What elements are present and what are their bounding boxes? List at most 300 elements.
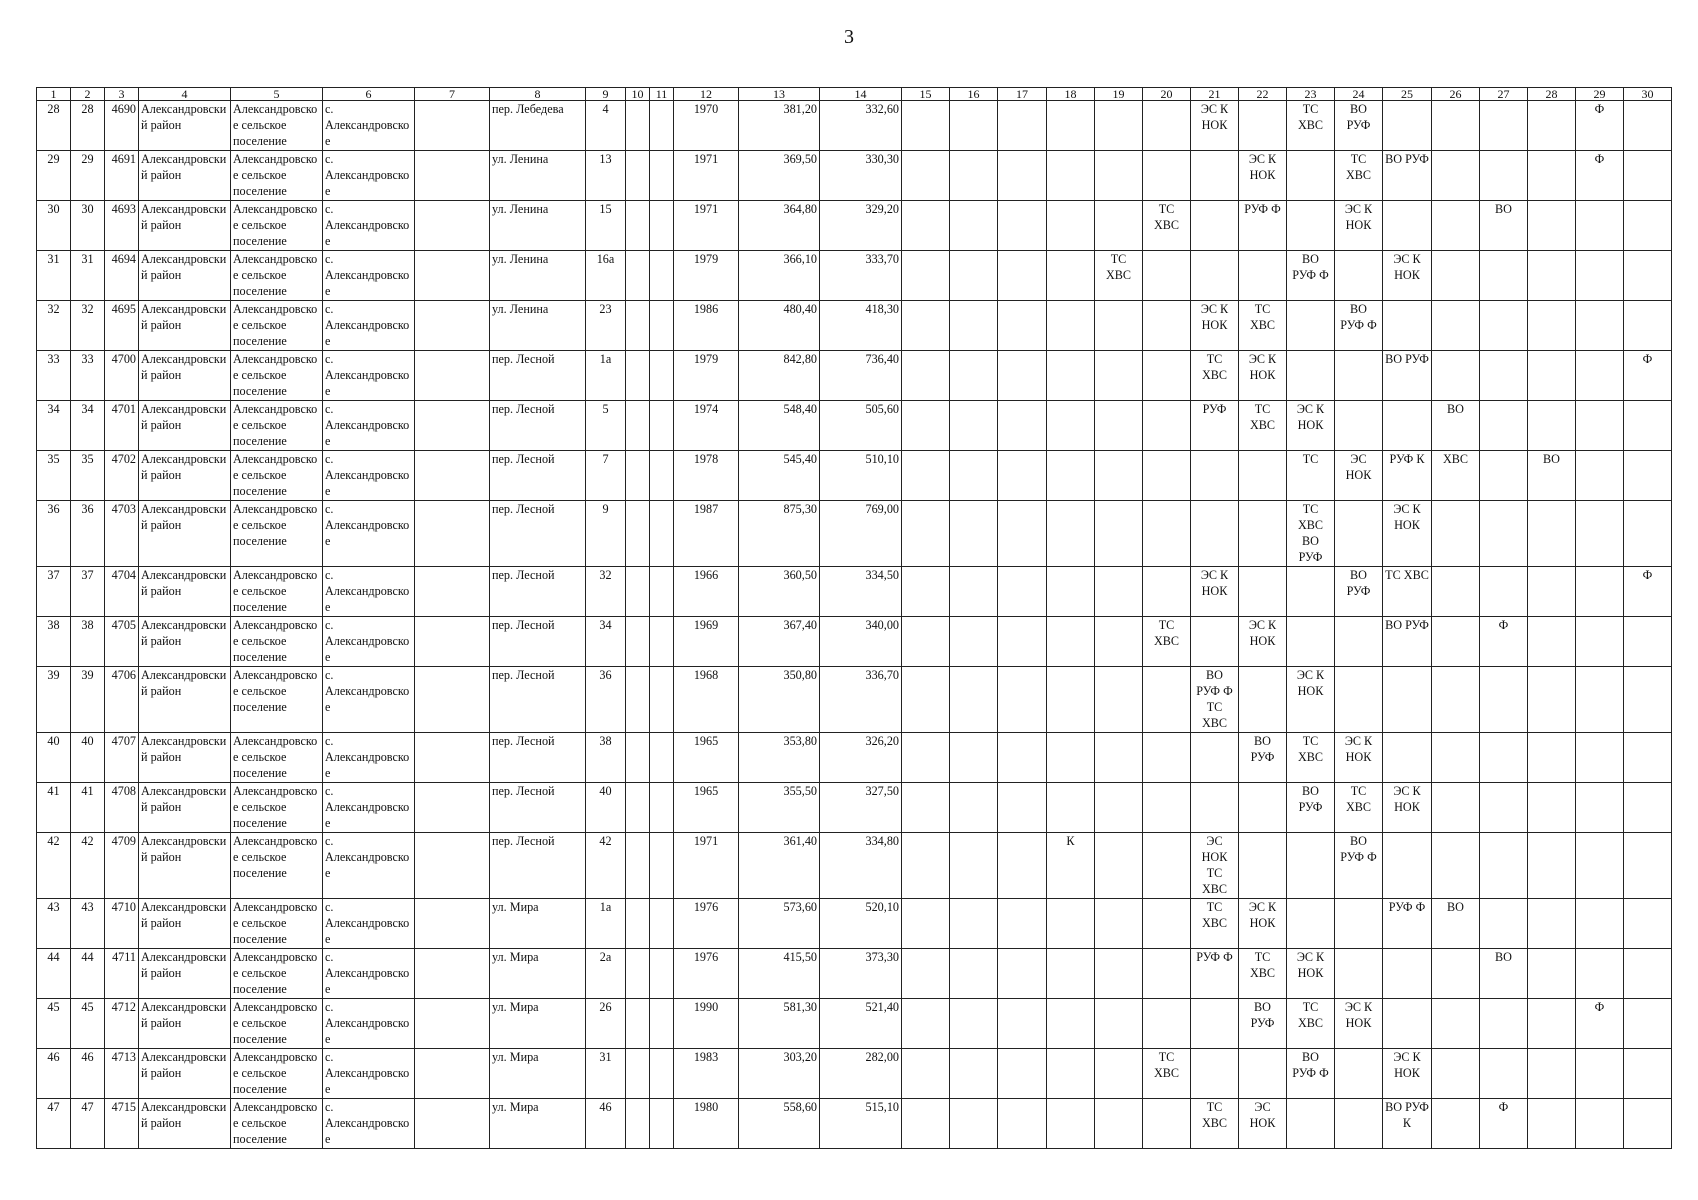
cell-col-8: пер. Лесной bbox=[490, 833, 586, 899]
cell-col-9: 9 bbox=[586, 501, 626, 567]
cell-col-24: ВО РУФ bbox=[1335, 101, 1383, 151]
cell-col-2: 30 bbox=[71, 201, 105, 251]
cell-col-17 bbox=[998, 451, 1047, 501]
cell-col-19 bbox=[1095, 949, 1143, 999]
cell-col-13: 361,40 bbox=[739, 833, 820, 899]
cell-col-28 bbox=[1528, 733, 1576, 783]
cell-col-29 bbox=[1576, 783, 1624, 833]
cell-col-6: с. Александровское bbox=[323, 617, 415, 667]
cell-col-17 bbox=[998, 899, 1047, 949]
cell-col-10 bbox=[626, 833, 650, 899]
cell-col-7 bbox=[415, 783, 490, 833]
cell-col-16 bbox=[950, 949, 998, 999]
cell-col-8: ул. Ленина bbox=[490, 201, 586, 251]
cell-col-28 bbox=[1528, 949, 1576, 999]
cell-col-4: Александровский район bbox=[139, 351, 231, 401]
cell-col-25 bbox=[1383, 201, 1432, 251]
cell-col-10 bbox=[626, 999, 650, 1049]
cell-col-12: 1966 bbox=[674, 567, 739, 617]
cell-col-28 bbox=[1528, 833, 1576, 899]
cell-col-22: ЭС НОК bbox=[1239, 1099, 1287, 1149]
cell-col-5: Александровское сельское поселение bbox=[231, 451, 323, 501]
cell-col-24 bbox=[1335, 899, 1383, 949]
registry-table bbox=[36, 87, 1672, 1149]
table-row bbox=[37, 451, 1672, 501]
cell-col-19 bbox=[1095, 733, 1143, 783]
cell-col-30 bbox=[1624, 999, 1672, 1049]
cell-col-6: с. Александровское bbox=[323, 301, 415, 351]
cell-col-19 bbox=[1095, 899, 1143, 949]
cell-col-25 bbox=[1383, 667, 1432, 733]
cell-col-22: ЭС К НОК bbox=[1239, 617, 1287, 667]
cell-col-3: 4709 bbox=[105, 833, 139, 899]
cell-col-24 bbox=[1335, 667, 1383, 733]
cell-col-30 bbox=[1624, 501, 1672, 567]
cell-col-20: ТС ХВС bbox=[1143, 201, 1191, 251]
cell-col-23 bbox=[1287, 617, 1335, 667]
cell-col-25: ВО РУФ bbox=[1383, 151, 1432, 201]
cell-col-1: 31 bbox=[37, 251, 71, 301]
cell-col-3: 4708 bbox=[105, 783, 139, 833]
cell-col-2: 38 bbox=[71, 617, 105, 667]
cell-col-11 bbox=[650, 101, 674, 151]
cell-col-18 bbox=[1047, 899, 1095, 949]
cell-col-27: ВО bbox=[1480, 949, 1528, 999]
cell-col-20 bbox=[1143, 783, 1191, 833]
column-header-5: 5 bbox=[231, 88, 323, 101]
cell-col-14: 334,50 bbox=[820, 567, 902, 617]
cell-col-3: 4710 bbox=[105, 899, 139, 949]
cell-col-22 bbox=[1239, 451, 1287, 501]
cell-col-3: 4705 bbox=[105, 617, 139, 667]
cell-col-24 bbox=[1335, 1099, 1383, 1149]
cell-col-20 bbox=[1143, 501, 1191, 567]
cell-col-12: 1979 bbox=[674, 351, 739, 401]
cell-col-7 bbox=[415, 1099, 490, 1149]
cell-col-21 bbox=[1191, 999, 1239, 1049]
cell-col-6: с. Александровское bbox=[323, 999, 415, 1049]
cell-col-13: 545,40 bbox=[739, 451, 820, 501]
cell-col-18 bbox=[1047, 783, 1095, 833]
cell-col-22 bbox=[1239, 667, 1287, 733]
cell-col-14: 333,70 bbox=[820, 251, 902, 301]
cell-col-25 bbox=[1383, 999, 1432, 1049]
cell-col-7 bbox=[415, 949, 490, 999]
cell-col-11 bbox=[650, 617, 674, 667]
cell-col-16 bbox=[950, 451, 998, 501]
cell-col-27 bbox=[1480, 567, 1528, 617]
cell-col-19 bbox=[1095, 151, 1143, 201]
cell-col-6: с. Александровское bbox=[323, 667, 415, 733]
cell-col-14: 736,40 bbox=[820, 351, 902, 401]
cell-col-20: ТС ХВС bbox=[1143, 617, 1191, 667]
cell-col-16 bbox=[950, 1099, 998, 1149]
cell-col-30 bbox=[1624, 201, 1672, 251]
cell-col-7 bbox=[415, 999, 490, 1049]
cell-col-26 bbox=[1432, 251, 1480, 301]
cell-col-8: ул. Мира bbox=[490, 999, 586, 1049]
table-row bbox=[37, 301, 1672, 351]
cell-col-10 bbox=[626, 451, 650, 501]
cell-col-5: Александровское сельское поселение bbox=[231, 617, 323, 667]
cell-col-6: с. Александровское bbox=[323, 783, 415, 833]
cell-col-11 bbox=[650, 783, 674, 833]
cell-col-30: Ф bbox=[1624, 567, 1672, 617]
cell-col-2: 36 bbox=[71, 501, 105, 567]
cell-col-20 bbox=[1143, 301, 1191, 351]
cell-col-10 bbox=[626, 667, 650, 733]
cell-col-25: ЭС К НОК bbox=[1383, 251, 1432, 301]
cell-col-23: ВО РУФ Ф bbox=[1287, 1049, 1335, 1099]
cell-col-23: ТС ХВС ВО РУФ bbox=[1287, 501, 1335, 567]
cell-col-1: 39 bbox=[37, 667, 71, 733]
cell-col-25 bbox=[1383, 833, 1432, 899]
cell-col-17 bbox=[998, 401, 1047, 451]
cell-col-8: ул. Мира bbox=[490, 949, 586, 999]
cell-col-5: Александровское сельское поселение bbox=[231, 151, 323, 201]
cell-col-7 bbox=[415, 899, 490, 949]
cell-col-12: 1969 bbox=[674, 617, 739, 667]
cell-col-13: 364,80 bbox=[739, 201, 820, 251]
cell-col-8: пер. Лесной bbox=[490, 351, 586, 401]
cell-col-29 bbox=[1576, 617, 1624, 667]
cell-col-1: 41 bbox=[37, 783, 71, 833]
cell-col-25: ТС ХВС bbox=[1383, 567, 1432, 617]
cell-col-21: ЭС К НОК bbox=[1191, 301, 1239, 351]
cell-col-22: РУФ Ф bbox=[1239, 201, 1287, 251]
cell-col-15 bbox=[902, 401, 950, 451]
cell-col-17 bbox=[998, 833, 1047, 899]
cell-col-30 bbox=[1624, 401, 1672, 451]
cell-col-11 bbox=[650, 351, 674, 401]
cell-col-5: Александровское сельское поселение bbox=[231, 401, 323, 451]
cell-col-1: 36 bbox=[37, 501, 71, 567]
table-row bbox=[37, 351, 1672, 401]
cell-col-7 bbox=[415, 251, 490, 301]
cell-col-2: 41 bbox=[71, 783, 105, 833]
cell-col-17 bbox=[998, 101, 1047, 151]
cell-col-18 bbox=[1047, 251, 1095, 301]
cell-col-25 bbox=[1383, 301, 1432, 351]
cell-col-16 bbox=[950, 201, 998, 251]
cell-col-4: Александровский район bbox=[139, 567, 231, 617]
table-body bbox=[37, 101, 1672, 1149]
cell-col-11 bbox=[650, 833, 674, 899]
cell-col-7 bbox=[415, 733, 490, 783]
cell-col-21: ЭС К НОК bbox=[1191, 567, 1239, 617]
cell-col-14: 505,60 bbox=[820, 401, 902, 451]
cell-col-22: ЭС К НОК bbox=[1239, 899, 1287, 949]
table-row bbox=[37, 783, 1672, 833]
cell-col-3: 4711 bbox=[105, 949, 139, 999]
cell-col-22 bbox=[1239, 251, 1287, 301]
cell-col-28: ВО bbox=[1528, 451, 1576, 501]
cell-col-9: 7 bbox=[586, 451, 626, 501]
cell-col-7 bbox=[415, 101, 490, 151]
cell-col-20 bbox=[1143, 401, 1191, 451]
cell-col-28 bbox=[1528, 617, 1576, 667]
cell-col-18 bbox=[1047, 1099, 1095, 1149]
cell-col-7 bbox=[415, 301, 490, 351]
cell-col-19 bbox=[1095, 1099, 1143, 1149]
cell-col-15 bbox=[902, 733, 950, 783]
cell-col-29: Ф bbox=[1576, 999, 1624, 1049]
cell-col-6: с. Александровское bbox=[323, 251, 415, 301]
cell-col-26 bbox=[1432, 733, 1480, 783]
cell-col-23 bbox=[1287, 899, 1335, 949]
cell-col-10 bbox=[626, 567, 650, 617]
cell-col-12: 1978 bbox=[674, 451, 739, 501]
cell-col-6: с. Александровское bbox=[323, 201, 415, 251]
cell-col-14: 336,70 bbox=[820, 667, 902, 733]
cell-col-15 bbox=[902, 999, 950, 1049]
cell-col-25 bbox=[1383, 733, 1432, 783]
cell-col-16 bbox=[950, 1049, 998, 1099]
cell-col-17 bbox=[998, 999, 1047, 1049]
cell-col-22 bbox=[1239, 1049, 1287, 1099]
cell-col-4: Александровский район bbox=[139, 451, 231, 501]
table-row bbox=[37, 251, 1672, 301]
cell-col-20: ТС ХВС bbox=[1143, 1049, 1191, 1099]
cell-col-21: ТС ХВС bbox=[1191, 1099, 1239, 1149]
cell-col-11 bbox=[650, 451, 674, 501]
cell-col-15 bbox=[902, 1099, 950, 1149]
cell-col-29 bbox=[1576, 733, 1624, 783]
cell-col-7 bbox=[415, 567, 490, 617]
cell-col-11 bbox=[650, 733, 674, 783]
cell-col-28 bbox=[1528, 351, 1576, 401]
cell-col-2: 46 bbox=[71, 1049, 105, 1099]
cell-col-27 bbox=[1480, 151, 1528, 201]
cell-col-8: ул. Ленина bbox=[490, 151, 586, 201]
cell-col-16 bbox=[950, 501, 998, 567]
cell-col-3: 4707 bbox=[105, 733, 139, 783]
cell-col-4: Александровский район bbox=[139, 301, 231, 351]
cell-col-11 bbox=[650, 999, 674, 1049]
cell-col-13: 355,50 bbox=[739, 783, 820, 833]
cell-col-28 bbox=[1528, 151, 1576, 201]
cell-col-21 bbox=[1191, 451, 1239, 501]
cell-col-30 bbox=[1624, 251, 1672, 301]
cell-col-26 bbox=[1432, 151, 1480, 201]
cell-col-5: Александровское сельское поселение bbox=[231, 251, 323, 301]
cell-col-6: с. Александровское bbox=[323, 833, 415, 899]
cell-col-15 bbox=[902, 251, 950, 301]
cell-col-17 bbox=[998, 1099, 1047, 1149]
cell-col-22: ТС ХВС bbox=[1239, 949, 1287, 999]
cell-col-19 bbox=[1095, 667, 1143, 733]
cell-col-9: 1а bbox=[586, 899, 626, 949]
cell-col-19 bbox=[1095, 617, 1143, 667]
cell-col-1: 32 bbox=[37, 301, 71, 351]
cell-col-14: 329,20 bbox=[820, 201, 902, 251]
cell-col-2: 32 bbox=[71, 301, 105, 351]
cell-col-13: 381,20 bbox=[739, 101, 820, 151]
cell-col-5: Александровское сельское поселение bbox=[231, 1099, 323, 1149]
cell-col-10 bbox=[626, 201, 650, 251]
cell-col-5: Александровское сельское поселение bbox=[231, 301, 323, 351]
cell-col-28 bbox=[1528, 667, 1576, 733]
cell-col-16 bbox=[950, 833, 998, 899]
cell-col-3: 4691 bbox=[105, 151, 139, 201]
cell-col-21: ВО РУФ Ф ТС ХВС bbox=[1191, 667, 1239, 733]
cell-col-26 bbox=[1432, 351, 1480, 401]
cell-col-27 bbox=[1480, 783, 1528, 833]
cell-col-23 bbox=[1287, 833, 1335, 899]
page-number: 3 bbox=[844, 26, 854, 48]
cell-col-26 bbox=[1432, 783, 1480, 833]
cell-col-16 bbox=[950, 101, 998, 151]
cell-col-15 bbox=[902, 501, 950, 567]
cell-col-8: пер. Лесной bbox=[490, 667, 586, 733]
cell-col-10 bbox=[626, 501, 650, 567]
table-row bbox=[37, 401, 1672, 451]
cell-col-21 bbox=[1191, 201, 1239, 251]
cell-col-16 bbox=[950, 617, 998, 667]
cell-col-12: 1990 bbox=[674, 999, 739, 1049]
cell-col-19 bbox=[1095, 451, 1143, 501]
cell-col-11 bbox=[650, 667, 674, 733]
cell-col-13: 350,80 bbox=[739, 667, 820, 733]
cell-col-5: Александровское сельское поселение bbox=[231, 899, 323, 949]
cell-col-30 bbox=[1624, 617, 1672, 667]
cell-col-28 bbox=[1528, 401, 1576, 451]
cell-col-13: 548,40 bbox=[739, 401, 820, 451]
cell-col-26: ХВС bbox=[1432, 451, 1480, 501]
cell-col-25: РУФ К bbox=[1383, 451, 1432, 501]
cell-col-27 bbox=[1480, 101, 1528, 151]
cell-col-30 bbox=[1624, 667, 1672, 733]
cell-col-17 bbox=[998, 1049, 1047, 1099]
cell-col-27 bbox=[1480, 999, 1528, 1049]
cell-col-12: 1986 bbox=[674, 301, 739, 351]
cell-col-15 bbox=[902, 899, 950, 949]
cell-col-2: 31 bbox=[71, 251, 105, 301]
cell-col-1: 34 bbox=[37, 401, 71, 451]
column-header-29: 29 bbox=[1576, 88, 1624, 101]
cell-col-6: с. Александровское bbox=[323, 1049, 415, 1099]
cell-col-18 bbox=[1047, 101, 1095, 151]
cell-col-14: 327,50 bbox=[820, 783, 902, 833]
cell-col-18 bbox=[1047, 401, 1095, 451]
cell-col-21: ЭС К НОК bbox=[1191, 101, 1239, 151]
cell-col-16 bbox=[950, 733, 998, 783]
cell-col-26 bbox=[1432, 617, 1480, 667]
cell-col-23 bbox=[1287, 567, 1335, 617]
cell-col-25: ВО РУФ bbox=[1383, 351, 1432, 401]
cell-col-28 bbox=[1528, 783, 1576, 833]
cell-col-13: 480,40 bbox=[739, 301, 820, 351]
cell-col-9: 1а bbox=[586, 351, 626, 401]
cell-col-28 bbox=[1528, 999, 1576, 1049]
cell-col-9: 5 bbox=[586, 401, 626, 451]
column-header-27: 27 bbox=[1480, 88, 1528, 101]
cell-col-12: 1971 bbox=[674, 833, 739, 899]
cell-col-5: Александровское сельское поселение bbox=[231, 351, 323, 401]
cell-col-13: 303,20 bbox=[739, 1049, 820, 1099]
cell-col-9: 34 bbox=[586, 617, 626, 667]
cell-col-22 bbox=[1239, 567, 1287, 617]
cell-col-2: 42 bbox=[71, 833, 105, 899]
cell-col-29 bbox=[1576, 667, 1624, 733]
cell-col-29 bbox=[1576, 1099, 1624, 1149]
cell-col-7 bbox=[415, 617, 490, 667]
cell-col-27 bbox=[1480, 733, 1528, 783]
cell-col-22 bbox=[1239, 501, 1287, 567]
cell-col-3: 4702 bbox=[105, 451, 139, 501]
cell-col-16 bbox=[950, 667, 998, 733]
cell-col-27 bbox=[1480, 451, 1528, 501]
cell-col-24: ЭС К НОК bbox=[1335, 733, 1383, 783]
column-header-11: 11 bbox=[650, 88, 674, 101]
cell-col-14: 515,10 bbox=[820, 1099, 902, 1149]
cell-col-24: ТС ХВС bbox=[1335, 783, 1383, 833]
cell-col-30 bbox=[1624, 733, 1672, 783]
cell-col-7 bbox=[415, 351, 490, 401]
cell-col-2: 43 bbox=[71, 899, 105, 949]
cell-col-1: 37 bbox=[37, 567, 71, 617]
cell-col-17 bbox=[998, 949, 1047, 999]
cell-col-23: ТС ХВС bbox=[1287, 101, 1335, 151]
cell-col-8: ул. Мира bbox=[490, 1099, 586, 1149]
cell-col-1: 44 bbox=[37, 949, 71, 999]
cell-col-5: Александровское сельское поселение bbox=[231, 501, 323, 567]
cell-col-18 bbox=[1047, 733, 1095, 783]
table-row bbox=[37, 833, 1672, 899]
cell-col-20 bbox=[1143, 451, 1191, 501]
cell-col-27 bbox=[1480, 899, 1528, 949]
cell-col-12: 1965 bbox=[674, 783, 739, 833]
cell-col-23 bbox=[1287, 201, 1335, 251]
cell-col-20 bbox=[1143, 351, 1191, 401]
cell-col-16 bbox=[950, 999, 998, 1049]
cell-col-9: 26 bbox=[586, 999, 626, 1049]
cell-col-12: 1971 bbox=[674, 201, 739, 251]
cell-col-25: ВО РУФ К bbox=[1383, 1099, 1432, 1149]
cell-col-17 bbox=[998, 667, 1047, 733]
cell-col-17 bbox=[998, 617, 1047, 667]
cell-col-8: ул. Мира bbox=[490, 899, 586, 949]
cell-col-9: 31 bbox=[586, 1049, 626, 1099]
cell-col-30 bbox=[1624, 1099, 1672, 1149]
cell-col-28 bbox=[1528, 567, 1576, 617]
table-row bbox=[37, 567, 1672, 617]
table-row bbox=[37, 151, 1672, 201]
cell-col-24 bbox=[1335, 1049, 1383, 1099]
cell-col-9: 36 bbox=[586, 667, 626, 733]
cell-col-17 bbox=[998, 351, 1047, 401]
table-row bbox=[37, 101, 1672, 151]
cell-col-26 bbox=[1432, 1099, 1480, 1149]
cell-col-3: 4695 bbox=[105, 301, 139, 351]
cell-col-27 bbox=[1480, 351, 1528, 401]
cell-col-19 bbox=[1095, 351, 1143, 401]
cell-col-25: РУФ Ф bbox=[1383, 899, 1432, 949]
cell-col-8: пер. Лесной bbox=[490, 451, 586, 501]
cell-col-1: 28 bbox=[37, 101, 71, 151]
cell-col-15 bbox=[902, 351, 950, 401]
column-header-28: 28 bbox=[1528, 88, 1576, 101]
cell-col-17 bbox=[998, 501, 1047, 567]
cell-col-30 bbox=[1624, 1049, 1672, 1099]
cell-col-6: с. Александровское bbox=[323, 949, 415, 999]
column-header-13: 13 bbox=[739, 88, 820, 101]
cell-col-9: 40 bbox=[586, 783, 626, 833]
cell-col-27 bbox=[1480, 401, 1528, 451]
cell-col-9: 38 bbox=[586, 733, 626, 783]
cell-col-14: 340,00 bbox=[820, 617, 902, 667]
cell-col-30 bbox=[1624, 949, 1672, 999]
